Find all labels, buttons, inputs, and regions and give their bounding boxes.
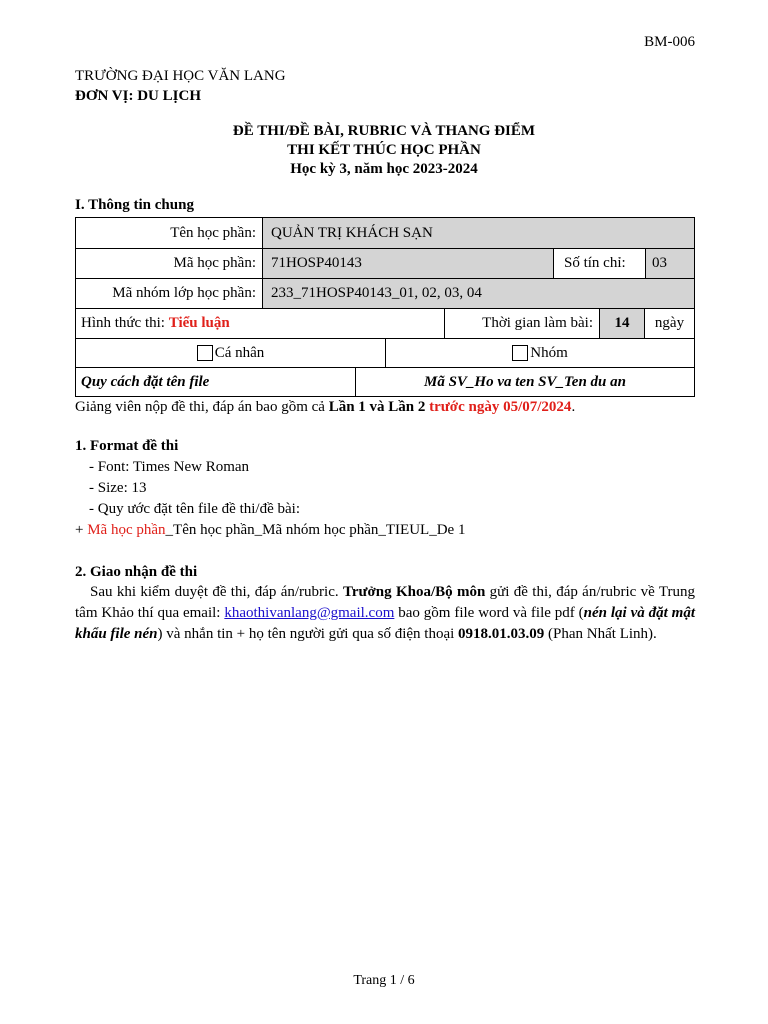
delivery-text-4: ) và nhắn tin + họ tên người gửi qua số điện thoại: [157, 626, 459, 642]
format-naming-rule: - Quy ước đặt tên file đề thi/đề bài:: [89, 501, 300, 517]
exam-form-label: Hình thức thi:: [81, 315, 165, 331]
delivery-responsible: Trưởng Khoa/Bộ môn: [342, 584, 486, 600]
table-row: [76, 368, 694, 396]
delivery-compress-note: nén lại và đặt mật khẩu file nén: [75, 605, 695, 642]
document-subtitle: THI KẾT THÚC HỌC PHẦN: [287, 142, 481, 158]
credits-value: 03: [645, 249, 694, 278]
email-link[interactable]: khaothivanlang@gmail.com: [224, 605, 395, 621]
naming-course-code: Mã học phần: [87, 522, 166, 538]
exam-form-value: Tiểu luận: [168, 315, 230, 331]
class-group-label: Mã nhóm lớp học phần:: [112, 285, 256, 301]
submission-note-prefix: Giảng viên nộp đề thi, đáp án bao gồm cả: [75, 399, 329, 415]
submission-note: [75, 397, 695, 418]
file-naming-label: Quy cách đặt tên file: [81, 373, 210, 390]
delivery-paragraph: [75, 582, 695, 645]
exam-form-cell: [76, 309, 444, 338]
submission-rounds: Lần 1 và Lần 2: [328, 399, 426, 415]
page-number: Trang 1 / 6: [353, 973, 415, 988]
submission-deadline: trước ngày 05/07/2024: [429, 399, 572, 415]
delivery-text-1: Sau khi kiểm duyệt đề thi, đáp án/rubric.: [90, 584, 343, 600]
course-name-value: QUẢN TRỊ KHÁCH SẠN: [262, 218, 694, 248]
format-size: - Size: 13: [89, 480, 147, 496]
table-row: [76, 218, 694, 249]
delivery-text-3: bao gồm file word và file pdf (: [394, 605, 584, 621]
delivery-text-2: gửi đề thi, đáp án/rubric về Trung tâm Khảo thí qua email:: [75, 584, 696, 621]
table-row: [76, 309, 694, 339]
delivery-text-5: (Phan Nhất Linh).: [544, 626, 657, 642]
individual-checkbox[interactable]: [197, 345, 213, 361]
school-name: TRƯỜNG ĐẠI HỌC VĂN LANG: [75, 68, 286, 84]
individual-label: Cá nhân: [214, 344, 265, 361]
info-table: [75, 217, 695, 397]
duration-unit: ngày: [644, 309, 694, 338]
group-checkbox[interactable]: [512, 345, 528, 361]
document-title: ĐỀ THI/ĐỀ BÀI, RUBRIC VÀ THANG ĐIỂM: [232, 123, 536, 139]
course-code-value: 71HOSP40143: [262, 249, 553, 278]
format-naming-pattern: [75, 520, 695, 541]
submission-note-suffix: .: [571, 399, 576, 415]
group-option[interactable]: [385, 339, 694, 367]
duration-value: 14: [599, 309, 644, 338]
naming-plus: +: [75, 522, 88, 538]
format-heading: 1. Format đề thi: [75, 438, 179, 454]
course-name-label: Tên học phần:: [170, 224, 256, 241]
file-naming-value: Mã SV_Ho va ten SV_Ten du an: [355, 368, 694, 396]
naming-rest: _Tên học phần_Mã nhóm học phần_TIEUL_De 1: [165, 522, 466, 538]
table-row: [76, 279, 694, 309]
class-group-value: 233_71HOSP40143_01, 02, 03, 04: [262, 279, 694, 308]
credits-label: Số tín chỉ:: [553, 249, 645, 278]
section-general-info-heading: I. Thông tin chung: [75, 197, 194, 213]
semester-line: Học kỳ 3, năm học 2023-2024: [290, 161, 478, 177]
unit-name: ĐƠN VỊ: DU LỊCH: [75, 88, 201, 104]
individual-option[interactable]: [76, 339, 385, 367]
table-row: [76, 339, 694, 368]
format-font: - Font: Times New Roman: [89, 459, 250, 475]
duration-label: Thời gian làm bài:: [444, 309, 599, 338]
group-label: Nhóm: [530, 344, 568, 361]
form-code: BM-006: [644, 34, 695, 50]
delivery-phone: 0918.01.03.09: [458, 626, 545, 642]
delivery-heading: 2. Giao nhận đề thi: [75, 564, 198, 580]
table-row: [76, 249, 694, 279]
course-code-label: Mã học phần:: [173, 255, 256, 271]
